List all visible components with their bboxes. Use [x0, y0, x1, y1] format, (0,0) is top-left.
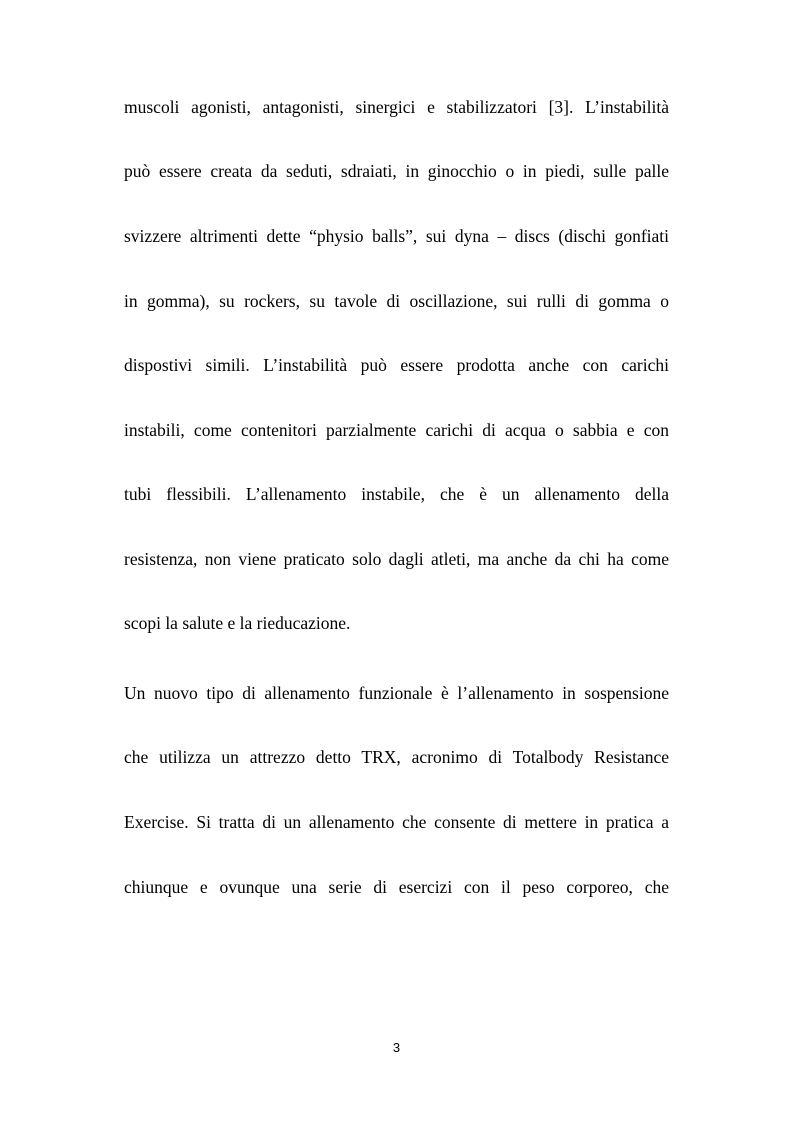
- text-line: chiunque e ovunque una serie di esercizi con il peso corporeo, che: [124, 877, 669, 897]
- text-line: scopi la salute e la rieducazione.: [124, 613, 351, 633]
- text-line: resistenza, non viene praticato solo dagli atleti, ma anche da chi ha come: [124, 549, 669, 569]
- text-line: dispostivi simili. L’instabilità può essere prodotta anche con carichi: [124, 355, 669, 375]
- text-line: svizzere altrimenti dette “physio balls”, sui dyna – discs (dischi gonfiati: [124, 226, 669, 246]
- text-line: instabili, come contenitori parzialmente carichi di acqua o sabbia e con: [124, 420, 669, 440]
- text-line: Un nuovo tipo di allenamento funzionale è l’allenamento in sospensione: [124, 683, 669, 703]
- text-line: muscoli agonisti, antagonisti, sinergici e stabilizzatori [3]. L’instabilità: [124, 97, 669, 117]
- text-line: in gomma), su rockers, su tavole di oscillazione, sui rulli di gomma o: [124, 291, 669, 311]
- text-line: che utilizza un attrezzo detto TRX, acronimo di Totalbody Resistance: [124, 747, 669, 767]
- page-number: 3: [392, 1040, 401, 1055]
- text-line: tubi flessibili. L’allenamento instabile, che è un allenamento della: [124, 484, 669, 504]
- text-line: Exercise. Si tratta di un allenamento che consente di mettere in pratica a: [124, 812, 669, 832]
- text-line: può essere creata da seduti, sdraiati, in ginocchio o in piedi, sulle palle: [124, 161, 669, 181]
